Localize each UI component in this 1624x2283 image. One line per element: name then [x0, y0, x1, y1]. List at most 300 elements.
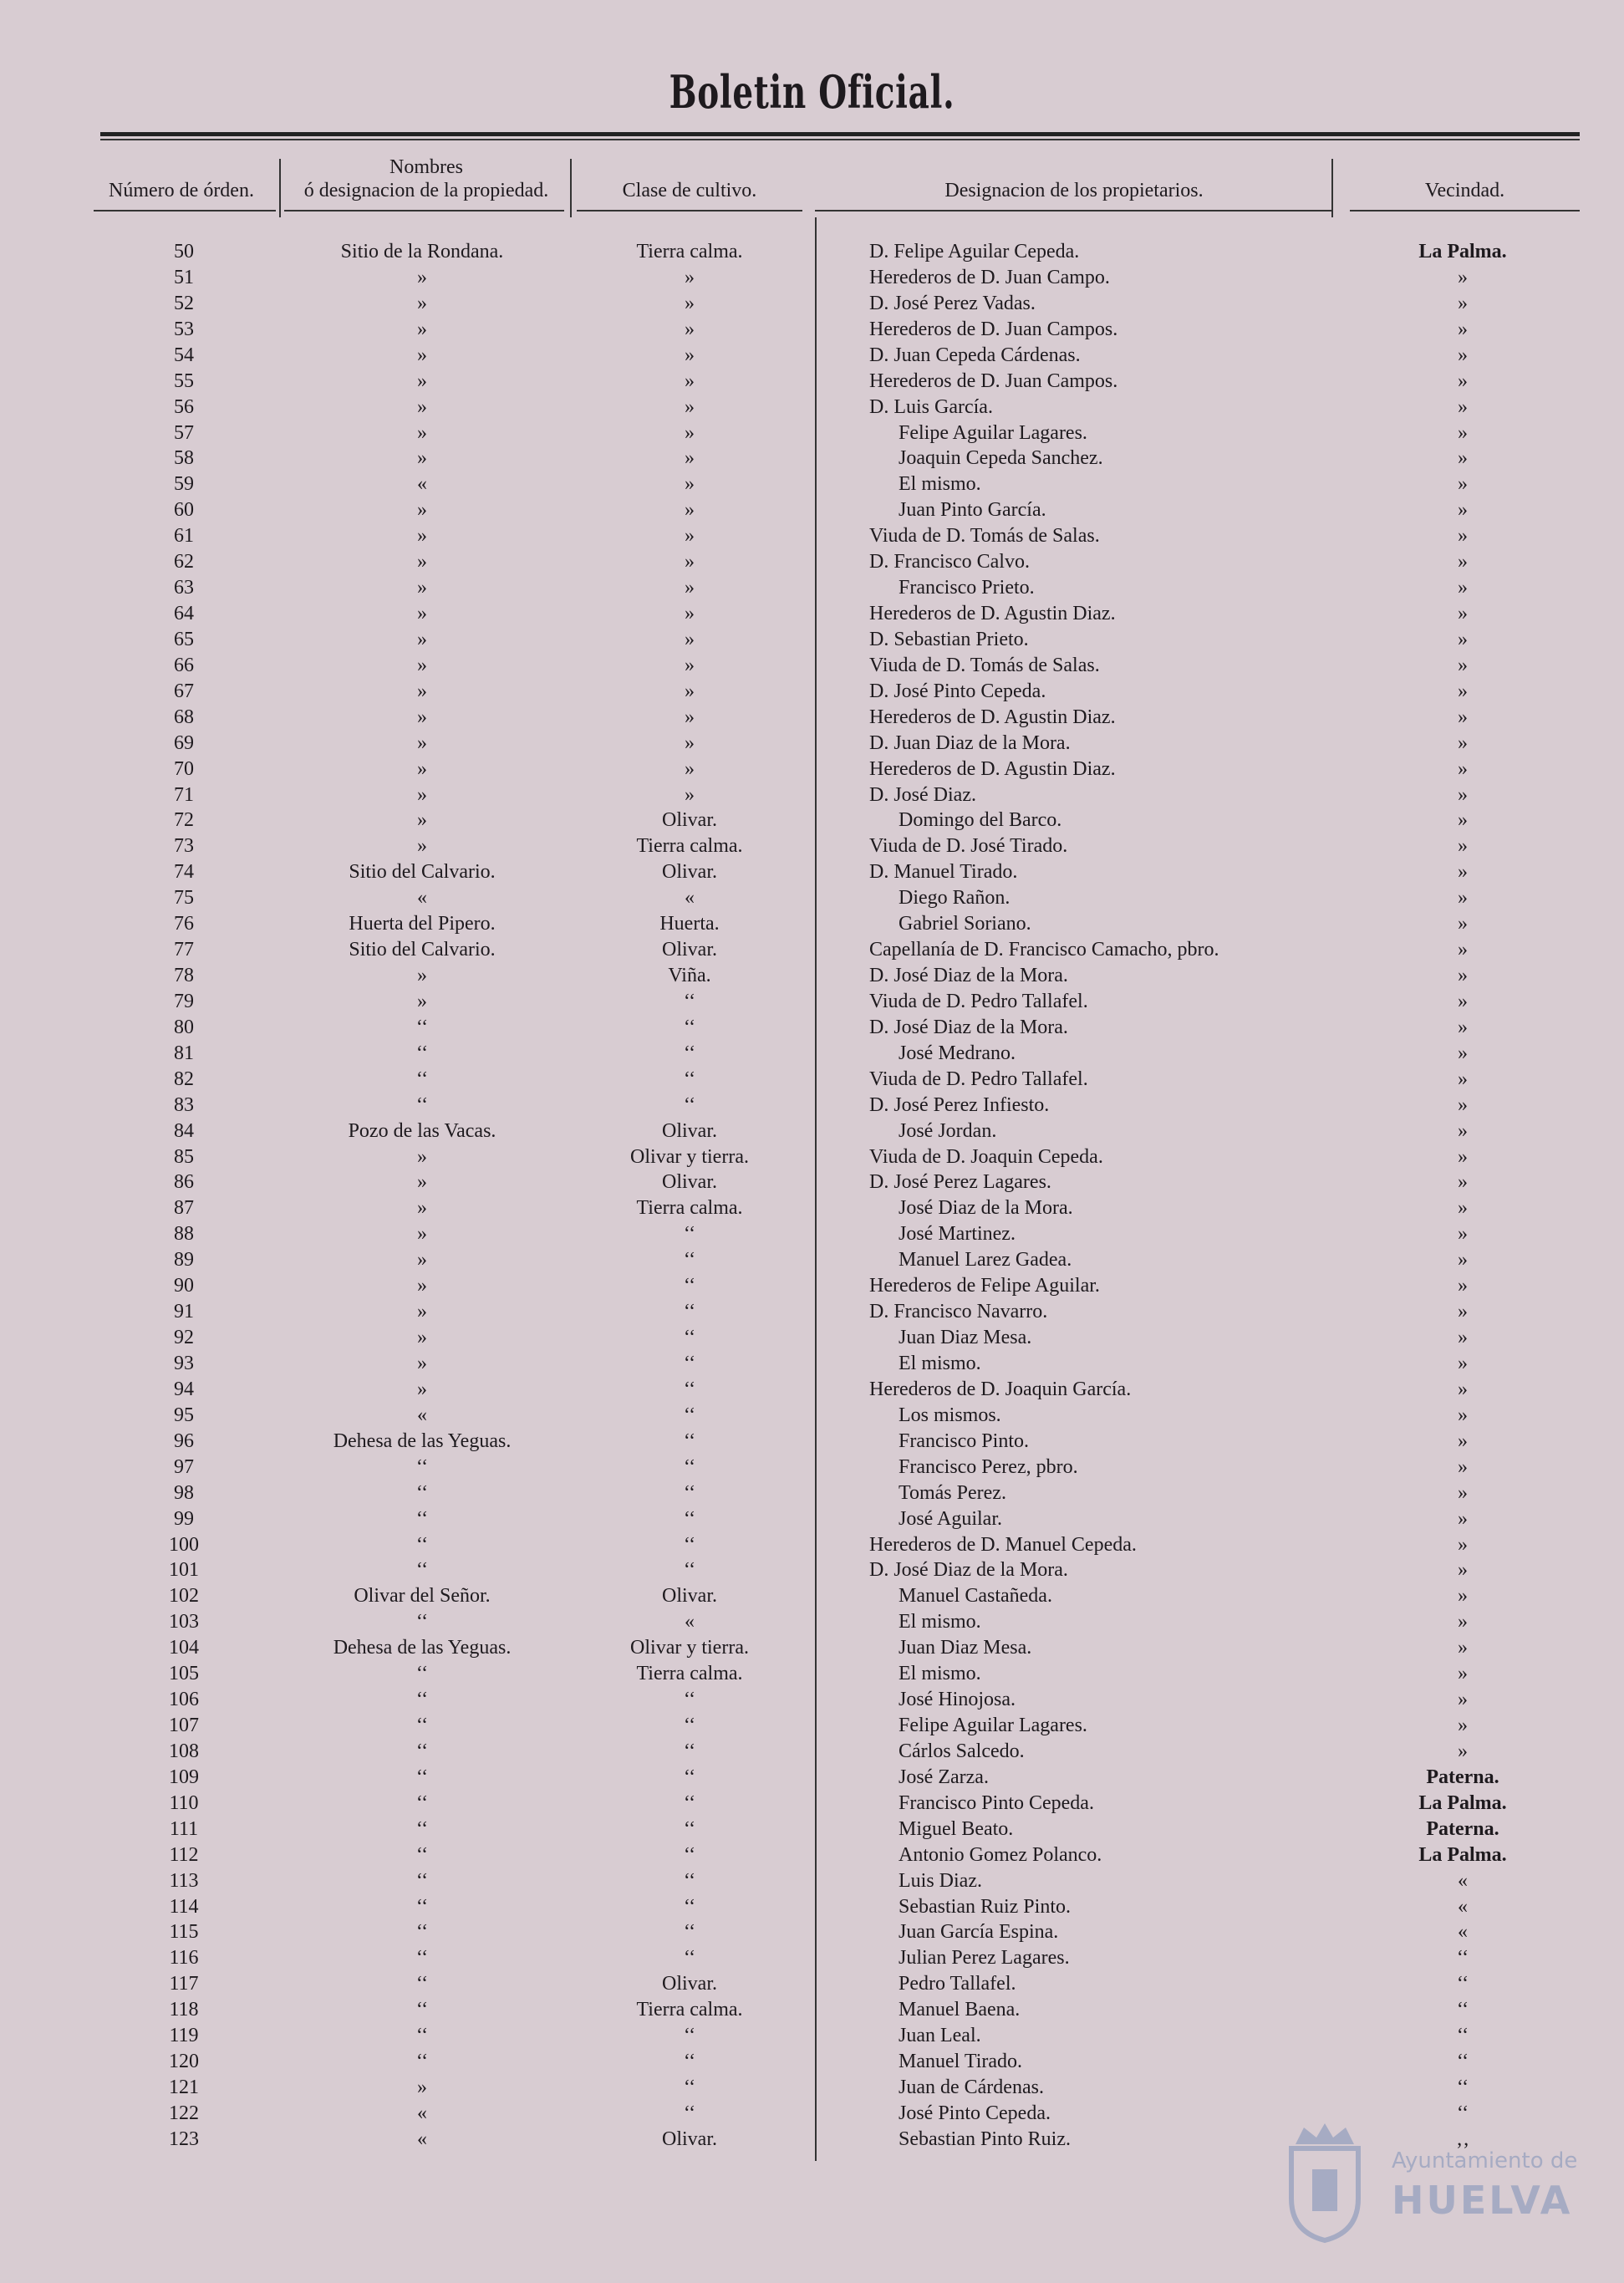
cultivation-class: Olivar. — [662, 1973, 717, 1995]
property-name: ‘‘ — [415, 1740, 429, 1762]
cultivation-class: Olivar. — [662, 1585, 717, 1608]
property-name: ‘‘ — [415, 1843, 429, 1866]
cultivation-class: Tierra calma. — [636, 241, 743, 262]
row-number: 93 — [174, 1352, 194, 1374]
owner-name: Manuel Larez Gadea. — [899, 1249, 1072, 1271]
row-number: 60 — [174, 499, 194, 522]
table-row — [0, 1015, 1624, 1041]
vecindad: ‘‘ — [1456, 2102, 1469, 2124]
table-row — [0, 1919, 1624, 1945]
property-name: ‘‘ — [415, 1999, 429, 2021]
owner-name: Felipe Aguilar Lagares. — [899, 1715, 1087, 1736]
vecindad: » — [1458, 395, 1468, 418]
vecindad: » — [1458, 1404, 1468, 1426]
vecindad: ‘‘ — [1456, 1947, 1469, 1970]
cultivation-class: » — [685, 318, 695, 340]
cultivation-class: » — [685, 706, 695, 728]
cultivation-class: ‘‘ — [683, 2051, 696, 2073]
table-row — [0, 1997, 1624, 2023]
cultivation-class: ‘‘ — [683, 1301, 696, 1323]
property-name: Huerta del Pipero. — [349, 913, 496, 935]
vecindad: ‘‘ — [1456, 2025, 1469, 2047]
watermark-line2: HUELVA — [1392, 2178, 1573, 2223]
cultivation-class: ‘‘ — [683, 2102, 696, 2124]
owner-name: El mismo. — [899, 1663, 981, 1685]
table-row — [0, 317, 1624, 343]
table-row — [0, 2075, 1624, 2101]
row-number: 77 — [174, 939, 194, 961]
owner-name: Herederos de D. Joaquin García. — [869, 1378, 1132, 1400]
row-number: 102 — [169, 1585, 199, 1608]
row-number: 92 — [174, 1327, 194, 1349]
cultivation-class: ‘‘ — [683, 1507, 696, 1530]
owner-name: Viuda de D. Joaquin Cepeda. — [869, 1145, 1103, 1168]
vecindad: » — [1458, 913, 1468, 935]
property-name: » — [417, 447, 427, 470]
table-row — [0, 1221, 1624, 1247]
property-name: » — [417, 525, 427, 548]
cultivation-class: Olivar. — [662, 2128, 717, 2150]
vecindad: La Palma. — [1418, 1843, 1507, 1866]
property-name: « — [417, 2128, 427, 2150]
cultivation-class: ‘‘ — [683, 1429, 696, 1452]
table-row — [0, 782, 1624, 808]
property-name: » — [417, 706, 427, 728]
owner-name: Viuda de D. Tomás de Salas. — [869, 654, 1100, 676]
vecindad: » — [1458, 369, 1468, 392]
cultivation-class: ‘‘ — [683, 1481, 696, 1504]
table-row — [0, 1067, 1624, 1093]
table-row — [0, 1351, 1624, 1377]
cultivation-class: » — [685, 499, 695, 522]
owner-name: D. José Perez Vadas. — [869, 292, 1036, 314]
row-number: 52 — [174, 292, 194, 314]
table-row — [0, 1894, 1624, 1920]
table-row — [0, 1609, 1624, 1635]
owner-name: Herederos de D. Juan Campos. — [869, 318, 1118, 340]
header-vecindad: Vecindad. — [1424, 180, 1505, 201]
row-number: 105 — [169, 1663, 199, 1685]
header-num: Número de órden. — [109, 180, 254, 201]
property-name: » — [417, 603, 427, 625]
table-row — [0, 1247, 1624, 1273]
vecindad: » — [1458, 421, 1468, 444]
table-row — [0, 757, 1624, 782]
owner-name: Herederos de Felipe Aguilar. — [869, 1275, 1100, 1297]
owner-name: Viuda de D. Pedro Tallafel. — [869, 1068, 1088, 1090]
row-number: 107 — [169, 1715, 199, 1736]
row-number: 113 — [169, 1869, 199, 1892]
row-number: 100 — [169, 1533, 199, 1556]
owner-name: José Pinto Cepeda. — [899, 2102, 1051, 2124]
row-number: 112 — [169, 1843, 199, 1866]
row-number: 58 — [174, 447, 194, 470]
row-number: 119 — [169, 2025, 199, 2047]
owner-name: D. Juan Cepeda Cárdenas. — [869, 344, 1081, 366]
vecindad: » — [1458, 447, 1468, 470]
owner-name: Herederos de D. Agustin Diaz. — [869, 706, 1116, 728]
vecindad: « — [1458, 1921, 1468, 1944]
vecindad: » — [1458, 1197, 1468, 1220]
cultivation-class: Olivar. — [662, 939, 717, 961]
cultivation-class: « — [685, 887, 695, 910]
owner-name: Tomás Perez. — [899, 1481, 1006, 1504]
cultivation-class: » — [685, 421, 695, 444]
owner-name: Juan Leal. — [899, 2025, 981, 2047]
row-number: 103 — [169, 1611, 199, 1633]
owner-name: El mismo. — [899, 473, 981, 496]
property-name: ‘‘ — [415, 1817, 429, 1840]
table-row — [0, 1971, 1624, 1997]
property-name: Pozo de las Vacas. — [348, 1119, 496, 1142]
property-name: » — [417, 628, 427, 650]
table-row — [0, 1144, 1624, 1170]
table-row — [0, 911, 1624, 937]
owner-name: Viuda de D. Pedro Tallafel. — [869, 990, 1088, 1012]
cultivation-class: » — [685, 266, 695, 288]
cultivation-class: » — [685, 654, 695, 676]
vecindad: ‘‘ — [1456, 1973, 1469, 1995]
cultivation-class: Olivar. — [662, 1171, 717, 1194]
cultivation-class: Olivar y tierra. — [630, 1145, 749, 1168]
row-number: 71 — [174, 783, 194, 806]
vecindad: » — [1458, 1301, 1468, 1323]
table-row — [0, 1765, 1624, 1791]
row-number: 95 — [174, 1404, 194, 1426]
row-number: 73 — [174, 835, 194, 858]
row-number: 59 — [174, 473, 194, 496]
vecindad: » — [1458, 757, 1468, 780]
owner-name: Viuda de D. José Tirado. — [869, 835, 1068, 858]
vecindad: » — [1458, 1429, 1468, 1452]
vecindad: » — [1458, 1249, 1468, 1271]
cultivation-class: Tierra calma. — [636, 835, 743, 858]
header-underline — [815, 210, 1333, 211]
vecindad: » — [1458, 1689, 1468, 1711]
cultivation-class: ‘‘ — [683, 1093, 696, 1116]
table-row — [0, 1868, 1624, 1894]
row-number: 97 — [174, 1455, 194, 1478]
owner-name: Francisco Perez, pbro. — [899, 1455, 1078, 1478]
owner-name: Pedro Tallafel. — [899, 1973, 1016, 1995]
property-name: Dehesa de las Yeguas. — [333, 1637, 512, 1659]
vecindad: » — [1458, 1637, 1468, 1659]
row-number: 111 — [169, 1817, 199, 1840]
vecindad: » — [1458, 1611, 1468, 1633]
cultivation-class: ‘‘ — [683, 1559, 696, 1582]
header-clase: Clase de cultivo. — [622, 180, 757, 201]
row-number: 51 — [174, 266, 194, 288]
property-name: « — [417, 2102, 427, 2124]
header-rule-thin — [100, 139, 1580, 140]
table-row — [0, 1170, 1624, 1195]
property-name: » — [417, 680, 427, 702]
owner-name: Gabriel Soriano. — [899, 913, 1031, 935]
table-row — [0, 885, 1624, 911]
row-number: 123 — [169, 2128, 199, 2150]
owner-name: Los mismos. — [899, 1404, 1001, 1426]
owner-name: Juan Pinto García. — [899, 499, 1046, 522]
cultivation-class: ‘‘ — [683, 1689, 696, 1711]
vecindad: » — [1458, 628, 1468, 650]
table-row — [0, 937, 1624, 963]
owner-name: Herederos de D. Agustin Diaz. — [869, 603, 1116, 625]
table-row — [0, 549, 1624, 575]
table-row — [0, 1687, 1624, 1713]
row-number: 83 — [174, 1093, 194, 1116]
cultivation-class: » — [685, 628, 695, 650]
property-name: » — [417, 1352, 427, 1374]
header-prop-line1: Nombres — [389, 156, 463, 178]
property-name: » — [417, 292, 427, 314]
header-underline — [577, 210, 802, 211]
vecindad: » — [1458, 1275, 1468, 1297]
cultivation-class: Olivar. — [662, 861, 717, 884]
table-row — [0, 1195, 1624, 1221]
header-underline — [1350, 210, 1580, 211]
row-number: 72 — [174, 809, 194, 832]
owner-name: D. José Diaz de la Mora. — [869, 965, 1068, 987]
vecindad: » — [1458, 990, 1468, 1012]
vecindad: Paterna. — [1426, 1766, 1499, 1788]
cultivation-class: Olivar. — [662, 809, 717, 832]
property-name: » — [417, 421, 427, 444]
cultivation-class: » — [685, 757, 695, 780]
vecindad: » — [1458, 266, 1468, 288]
owner-name: Miguel Beato. — [899, 1817, 1014, 1840]
cultivation-class: Viña. — [668, 965, 711, 987]
property-name: » — [417, 499, 427, 522]
property-name: Sitio del Calvario. — [349, 939, 496, 961]
owner-name: Antonio Gomez Polanco. — [899, 1843, 1102, 1866]
vecindad: » — [1458, 861, 1468, 884]
cultivation-class: ‘‘ — [683, 2025, 696, 2047]
cultivation-class: » — [685, 783, 695, 806]
row-number: 114 — [169, 1895, 199, 1918]
owner-name: Herederos de D. Juan Campos. — [869, 369, 1118, 392]
vecindad: » — [1458, 1352, 1468, 1374]
vecindad: ‘‘ — [1456, 2077, 1469, 2099]
vecindad: » — [1458, 344, 1468, 366]
property-name: » — [417, 344, 427, 366]
owner-name: D. Manuel Tirado. — [869, 861, 1018, 884]
cultivation-class: ‘‘ — [683, 1455, 696, 1478]
table-row — [0, 601, 1624, 627]
owner-name: Julian Perez Lagares. — [899, 1947, 1070, 1970]
table-row — [0, 2023, 1624, 2049]
owner-name: D. José Diaz de la Mora. — [869, 1016, 1068, 1038]
vecindad: « — [1458, 1895, 1468, 1918]
header-underline — [284, 210, 564, 211]
vecindad: La Palma. — [1418, 1791, 1507, 1814]
property-name: ‘‘ — [415, 1715, 429, 1736]
owner-name: Manuel Castañeda. — [899, 1585, 1052, 1608]
owner-name: Luis Diaz. — [899, 1869, 982, 1892]
vecindad: » — [1458, 1171, 1468, 1194]
vecindad: Paterna. — [1426, 1817, 1499, 1840]
property-name: » — [417, 783, 427, 806]
table-row — [0, 471, 1624, 497]
cultivation-class: ‘‘ — [683, 1042, 696, 1064]
owner-name: Francisco Pinto Cepeda. — [899, 1791, 1094, 1814]
row-number: 82 — [174, 1068, 194, 1090]
table-row — [0, 731, 1624, 757]
cultivation-class: Tierra calma. — [636, 1197, 743, 1220]
row-number: 75 — [174, 887, 194, 910]
property-name: » — [417, 266, 427, 288]
watermark-line1: Ayuntamiento de — [1392, 2148, 1578, 2173]
row-number: 64 — [174, 603, 194, 625]
property-name: » — [417, 990, 427, 1012]
property-name: ‘‘ — [415, 1507, 429, 1530]
row-number: 90 — [174, 1275, 194, 1297]
property-name: » — [417, 1197, 427, 1220]
property-name: Sitio de la Rondana. — [340, 241, 504, 262]
property-name: » — [417, 1275, 427, 1297]
row-number: 108 — [169, 1740, 199, 1762]
table-row — [0, 265, 1624, 291]
header-owner: Designacion de los propietarios. — [944, 180, 1204, 201]
vecindad: » — [1458, 1119, 1468, 1142]
table-row — [0, 575, 1624, 601]
vecindad: » — [1458, 1327, 1468, 1349]
owner-name: D. Francisco Navarro. — [869, 1301, 1048, 1323]
property-name: « — [417, 1404, 427, 1426]
row-number: 110 — [169, 1791, 199, 1814]
table-row — [0, 1429, 1624, 1455]
vecindad: » — [1458, 1740, 1468, 1762]
table-row — [0, 989, 1624, 1015]
property-name: ‘‘ — [415, 1611, 429, 1633]
row-number: 76 — [174, 913, 194, 935]
page-title: Boletin Oficial. — [669, 65, 955, 119]
owner-name: José Medrano. — [899, 1042, 1016, 1064]
table-row — [0, 963, 1624, 989]
property-name: ‘‘ — [415, 1869, 429, 1892]
table-row — [0, 369, 1624, 395]
cultivation-class: » — [685, 551, 695, 573]
cultivation-class: ‘‘ — [683, 1016, 696, 1038]
property-name: » — [417, 318, 427, 340]
vecindad: » — [1458, 1223, 1468, 1246]
owner-name: José Zarza. — [899, 1766, 989, 1788]
cultivation-class: Tierra calma. — [636, 1663, 743, 1685]
table-row — [0, 705, 1624, 731]
column-divider — [1331, 159, 1333, 217]
property-name: ‘‘ — [415, 1895, 429, 1918]
vecindad: ‘‘ — [1456, 2051, 1469, 2073]
table-row — [0, 1661, 1624, 1687]
row-number: 85 — [174, 1145, 194, 1168]
owner-name: Cárlos Salcedo. — [899, 1740, 1025, 1762]
row-number: 98 — [174, 1481, 194, 1504]
table-row — [0, 420, 1624, 446]
table-row — [0, 497, 1624, 523]
cultivation-class: » — [685, 731, 695, 754]
owner-name: Juan García Espina. — [899, 1921, 1059, 1944]
vecindad: » — [1458, 680, 1468, 702]
property-name: » — [417, 1249, 427, 1271]
vecindad: » — [1458, 654, 1468, 676]
owner-name: Francisco Prieto. — [899, 577, 1035, 599]
table-row — [0, 1299, 1624, 1325]
owner-name: Joaquin Cepeda Sanchez. — [899, 447, 1103, 470]
table-row — [0, 343, 1624, 369]
table-row — [0, 1791, 1624, 1817]
table-row — [0, 1506, 1624, 1532]
cultivation-class: ‘‘ — [683, 1895, 696, 1918]
cultivation-class: Huerta. — [659, 913, 720, 935]
vecindad: » — [1458, 577, 1468, 599]
column-divider — [279, 159, 281, 217]
property-name: ‘‘ — [415, 1455, 429, 1478]
row-number: 104 — [169, 1637, 199, 1659]
owner-name: José Aguilar. — [899, 1507, 1002, 1530]
owner-name: D. Sebastian Prieto. — [869, 628, 1029, 650]
owner-name: Sebastian Ruiz Pinto. — [899, 1895, 1071, 1918]
cultivation-class: « — [685, 1611, 695, 1633]
table-row — [0, 1739, 1624, 1765]
cultivation-class: ‘‘ — [683, 1223, 696, 1246]
cultivation-class: Olivar y tierra. — [630, 1637, 749, 1659]
row-number: 66 — [174, 654, 194, 676]
vecindad: » — [1458, 1481, 1468, 1504]
property-name: » — [417, 1145, 427, 1168]
header-prop-line2: ó designacion de la propiedad. — [303, 180, 549, 201]
property-name: » — [417, 835, 427, 858]
table-row — [0, 1480, 1624, 1506]
owner-name: D. José Diaz de la Mora. — [869, 1559, 1068, 1582]
vecindad: « — [1458, 1869, 1468, 1892]
row-number: 121 — [169, 2077, 199, 2099]
owner-name: José Jordan. — [899, 1119, 997, 1142]
table-row — [0, 1093, 1624, 1119]
row-number: 88 — [174, 1223, 194, 1246]
vecindad: » — [1458, 499, 1468, 522]
row-number: 87 — [174, 1197, 194, 1220]
row-number: 57 — [174, 421, 194, 444]
owner-name: Domingo del Barco. — [899, 809, 1062, 832]
cultivation-class: » — [685, 344, 695, 366]
owner-name: José Diaz de la Mora. — [899, 1197, 1073, 1220]
table-row — [0, 1403, 1624, 1429]
watermark — [1279, 2119, 1596, 2253]
cultivation-class: » — [685, 292, 695, 314]
owner-name: El mismo. — [899, 1352, 981, 1374]
row-number: 86 — [174, 1171, 194, 1194]
vecindad: » — [1458, 1042, 1468, 1064]
property-name: » — [417, 1327, 427, 1349]
vecindad: » — [1458, 1378, 1468, 1400]
table-row — [0, 808, 1624, 833]
vecindad: » — [1458, 1145, 1468, 1168]
vecindad: ‚‚ — [1456, 2128, 1469, 2150]
owner-name: Viuda de D. Tomás de Salas. — [869, 525, 1100, 548]
property-name: ‘‘ — [415, 1016, 429, 1038]
owner-name: José Hinojosa. — [899, 1689, 1016, 1711]
table-row — [0, 833, 1624, 859]
row-number: 56 — [174, 395, 194, 418]
cultivation-class: ‘‘ — [683, 1068, 696, 1090]
owner-name: D. Juan Diaz de la Mora. — [869, 731, 1071, 754]
table-row — [0, 1273, 1624, 1299]
property-name: » — [417, 2077, 427, 2099]
property-name: « — [417, 887, 427, 910]
vecindad: » — [1458, 1663, 1468, 1685]
vecindad: ‘‘ — [1456, 1999, 1469, 2021]
table-row — [0, 1557, 1624, 1583]
property-name: » — [417, 1301, 427, 1323]
